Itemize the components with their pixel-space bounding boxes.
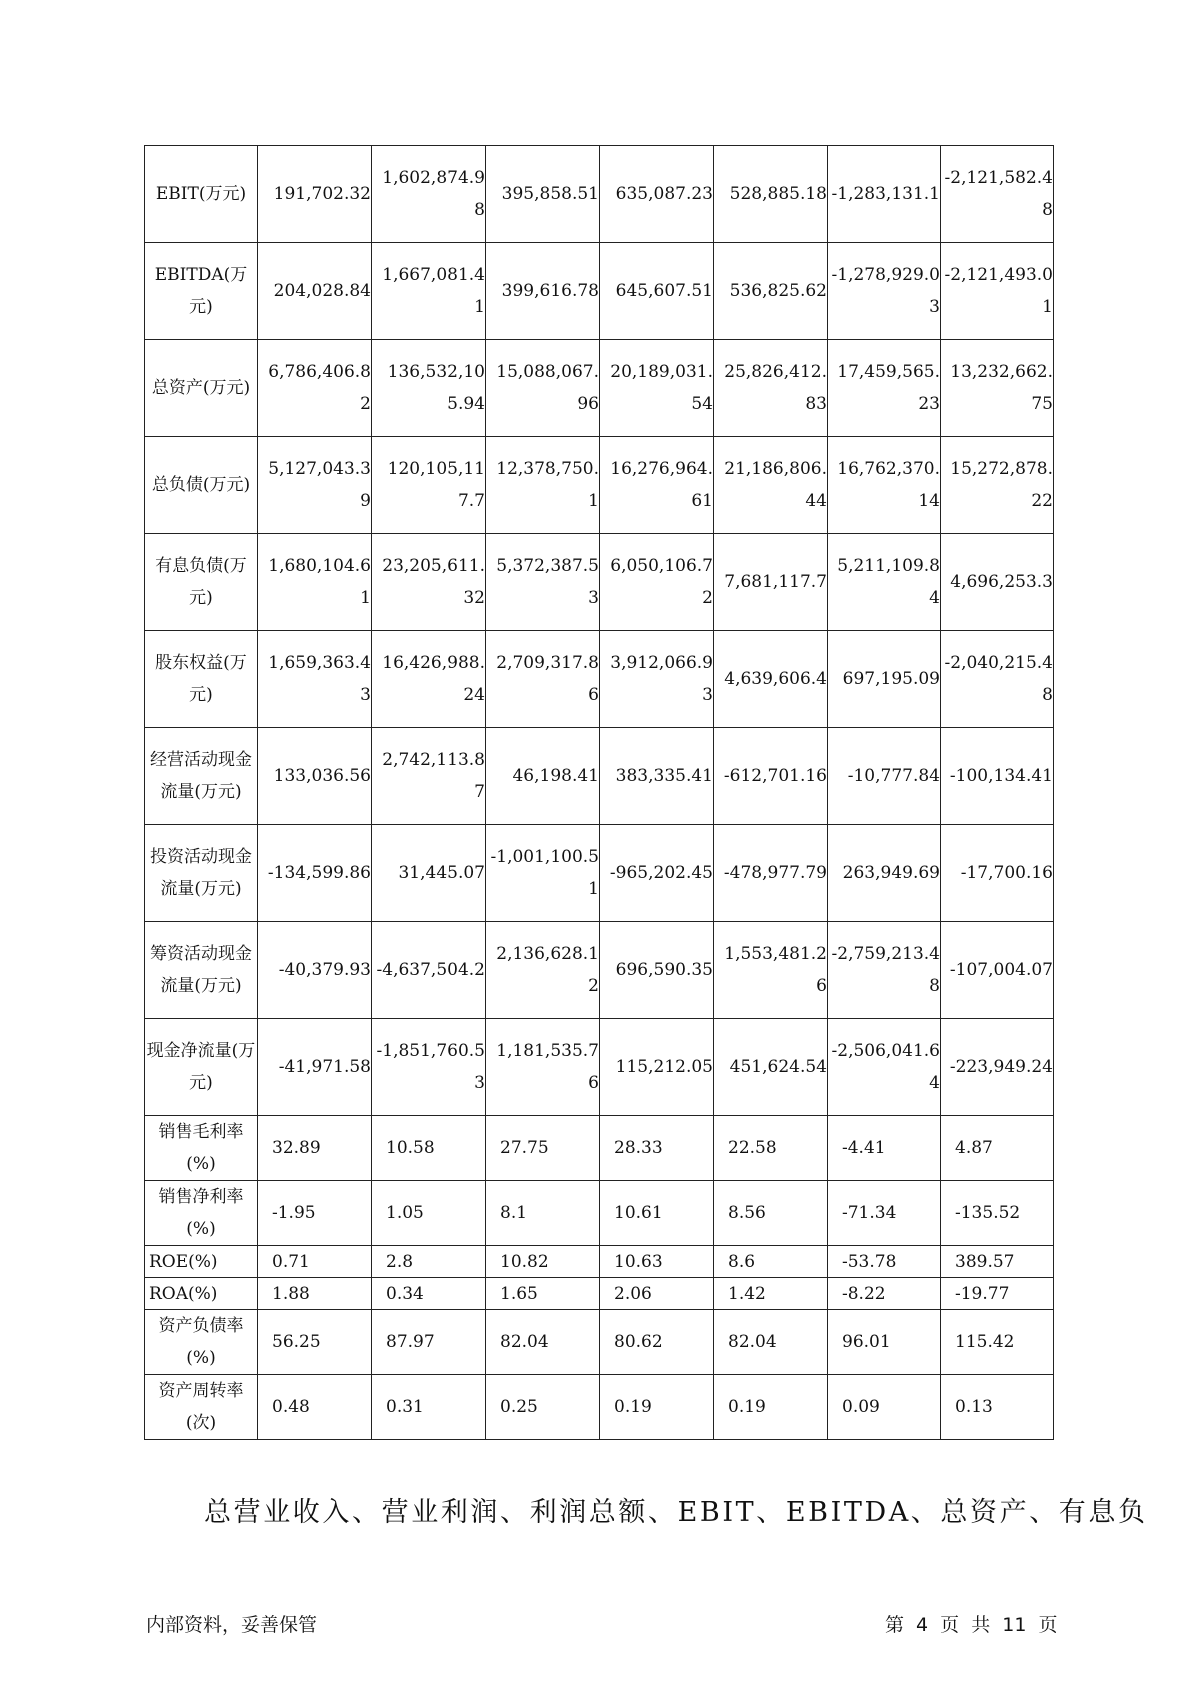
table-cell: -2,040,215.48 bbox=[941, 631, 1054, 728]
table-cell: -1.95 bbox=[258, 1181, 372, 1246]
table-cell: -40,379.93 bbox=[258, 922, 372, 1019]
table-cell: -135.52 bbox=[941, 1181, 1054, 1246]
table-row bbox=[145, 1246, 1054, 1278]
table-cell: -134,599.86 bbox=[258, 825, 372, 922]
table-cell: 4,696,253.3 bbox=[941, 534, 1054, 631]
row-label: 总资产(万元) bbox=[145, 340, 258, 437]
table-cell: 0.71 bbox=[258, 1246, 372, 1278]
row-label: 销售净利率(%) bbox=[145, 1181, 258, 1246]
table-cell: 6,786,406.82 bbox=[258, 340, 372, 437]
table-row bbox=[145, 534, 1054, 631]
table-cell: -1,278,929.03 bbox=[828, 243, 941, 340]
table-cell: 2,709,317.86 bbox=[486, 631, 600, 728]
table-row bbox=[145, 1116, 1054, 1181]
table-cell: 10.82 bbox=[486, 1246, 600, 1278]
table-cell: 12,378,750.1 bbox=[486, 437, 600, 534]
table-cell: 15,272,878.22 bbox=[941, 437, 1054, 534]
row-label: 投资活动现金流量(万元) bbox=[145, 825, 258, 922]
table-cell: -1,851,760.53 bbox=[372, 1019, 486, 1116]
row-label: 经营活动现金流量(万元) bbox=[145, 728, 258, 825]
table-cell: 22.58 bbox=[714, 1116, 828, 1181]
table-row bbox=[145, 728, 1054, 825]
table-cell: 451,624.54 bbox=[714, 1019, 828, 1116]
row-label: 资产周转率(次) bbox=[145, 1375, 258, 1440]
table-cell: 17,459,565.23 bbox=[828, 340, 941, 437]
table-row bbox=[145, 1019, 1054, 1116]
table-cell: 0.19 bbox=[600, 1375, 714, 1440]
table-cell: -53.78 bbox=[828, 1246, 941, 1278]
table-cell: 2,136,628.12 bbox=[486, 922, 600, 1019]
table-cell: -478,977.79 bbox=[714, 825, 828, 922]
table-cell: 15,088,067.96 bbox=[486, 340, 600, 437]
table-row bbox=[145, 631, 1054, 728]
footer-page-number: 第 4 页 共 11 页 bbox=[885, 1614, 1058, 1636]
row-label: ROE(%) bbox=[145, 1246, 258, 1278]
table-row bbox=[145, 1181, 1054, 1246]
table-cell: 2.8 bbox=[372, 1246, 486, 1278]
table-cell: -1,001,100.51 bbox=[486, 825, 600, 922]
row-label: 销售毛利率(%) bbox=[145, 1116, 258, 1181]
table-cell: 1,659,363.43 bbox=[258, 631, 372, 728]
table-cell: -223,949.24 bbox=[941, 1019, 1054, 1116]
table-cell: 133,036.56 bbox=[258, 728, 372, 825]
table-cell: 80.62 bbox=[600, 1310, 714, 1375]
table-cell: 46,198.41 bbox=[486, 728, 600, 825]
table-cell: 13,232,662.75 bbox=[941, 340, 1054, 437]
table-cell: -8.22 bbox=[828, 1278, 941, 1310]
table-cell: 7,681,117.7 bbox=[714, 534, 828, 631]
table-cell: 16,762,370.14 bbox=[828, 437, 941, 534]
table-cell: 2.06 bbox=[600, 1278, 714, 1310]
row-label: 股东权益(万元) bbox=[145, 631, 258, 728]
table-cell: 395,858.51 bbox=[486, 146, 600, 243]
table-cell: 1,680,104.61 bbox=[258, 534, 372, 631]
row-label: 总负债(万元) bbox=[145, 437, 258, 534]
row-label: EBIT(万元) bbox=[145, 146, 258, 243]
table-cell: 87.97 bbox=[372, 1310, 486, 1375]
table-cell: 96.01 bbox=[828, 1310, 941, 1375]
table-cell: 399,616.78 bbox=[486, 243, 600, 340]
table-cell: -965,202.45 bbox=[600, 825, 714, 922]
table-cell: 20,189,031.54 bbox=[600, 340, 714, 437]
table-row bbox=[145, 1278, 1054, 1310]
table-cell: 8.1 bbox=[486, 1181, 600, 1246]
table-cell: 1.88 bbox=[258, 1278, 372, 1310]
table-cell: 2,742,113.87 bbox=[372, 728, 486, 825]
table-cell: 82.04 bbox=[486, 1310, 600, 1375]
row-label: 有息负债(万元) bbox=[145, 534, 258, 631]
table-cell: 4,639,606.4 bbox=[714, 631, 828, 728]
table-row bbox=[145, 1310, 1054, 1375]
table-cell: 263,949.69 bbox=[828, 825, 941, 922]
table-row bbox=[145, 146, 1054, 243]
table-cell: -612,701.16 bbox=[714, 728, 828, 825]
table-cell: 32.89 bbox=[258, 1116, 372, 1181]
table-cell: -1,283,131.1 bbox=[828, 146, 941, 243]
table-cell: -100,134.41 bbox=[941, 728, 1054, 825]
table-cell: 10.58 bbox=[372, 1116, 486, 1181]
table-cell: 115.42 bbox=[941, 1310, 1054, 1375]
table-cell: 191,702.32 bbox=[258, 146, 372, 243]
table-cell: 25,826,412.83 bbox=[714, 340, 828, 437]
table-cell: -2,121,582.48 bbox=[941, 146, 1054, 243]
table-cell: -17,700.16 bbox=[941, 825, 1054, 922]
table-cell: -41,971.58 bbox=[258, 1019, 372, 1116]
row-label: EBITDA(万元) bbox=[145, 243, 258, 340]
table-cell: 3,912,066.93 bbox=[600, 631, 714, 728]
table-cell: 204,028.84 bbox=[258, 243, 372, 340]
table-cell: 31,445.07 bbox=[372, 825, 486, 922]
table-cell: 389.57 bbox=[941, 1246, 1054, 1278]
table-cell: 23,205,611.32 bbox=[372, 534, 486, 631]
table-cell: 1,181,535.76 bbox=[486, 1019, 600, 1116]
table-cell: 5,127,043.39 bbox=[258, 437, 372, 534]
table-cell: -2,759,213.48 bbox=[828, 922, 941, 1019]
table-cell: 1,667,081.41 bbox=[372, 243, 486, 340]
table-cell: 10.63 bbox=[600, 1246, 714, 1278]
table-row bbox=[145, 825, 1054, 922]
table-cell: 697,195.09 bbox=[828, 631, 941, 728]
table-cell: 6,050,106.72 bbox=[600, 534, 714, 631]
row-label: 筹资活动现金流量(万元) bbox=[145, 922, 258, 1019]
table-cell: 28.33 bbox=[600, 1116, 714, 1181]
table-cell: 383,335.41 bbox=[600, 728, 714, 825]
table-cell: 5,372,387.53 bbox=[486, 534, 600, 631]
table-cell: -2,506,041.64 bbox=[828, 1019, 941, 1116]
financial-metrics-table bbox=[144, 145, 1054, 1440]
table-cell: 0.09 bbox=[828, 1375, 941, 1440]
table-cell: 16,276,964.61 bbox=[600, 437, 714, 534]
table-cell: 21,186,806.44 bbox=[714, 437, 828, 534]
table-cell: 0.13 bbox=[941, 1375, 1054, 1440]
table-cell: 5,211,109.84 bbox=[828, 534, 941, 631]
table-cell: 0.31 bbox=[372, 1375, 486, 1440]
table-cell: 27.75 bbox=[486, 1116, 600, 1181]
table-cell: 0.34 bbox=[372, 1278, 486, 1310]
table-cell: 1.42 bbox=[714, 1278, 828, 1310]
table-cell: 56.25 bbox=[258, 1310, 372, 1375]
table-cell: 645,607.51 bbox=[600, 243, 714, 340]
table-cell: 10.61 bbox=[600, 1181, 714, 1246]
table-row bbox=[145, 1375, 1054, 1440]
footer-confidential-note: 内部资料，妥善保管 bbox=[146, 1614, 318, 1636]
table-cell: 82.04 bbox=[714, 1310, 828, 1375]
row-label: ROA(%) bbox=[145, 1278, 258, 1310]
table-cell: 8.56 bbox=[714, 1181, 828, 1246]
table-cell: -19.77 bbox=[941, 1278, 1054, 1310]
table-cell: 120,105,117.7 bbox=[372, 437, 486, 534]
table-cell: 136,532,105.94 bbox=[372, 340, 486, 437]
table-row bbox=[145, 243, 1054, 340]
table-row bbox=[145, 922, 1054, 1019]
table-cell: 1.05 bbox=[372, 1181, 486, 1246]
table-cell: 1,553,481.26 bbox=[714, 922, 828, 1019]
table-cell: 4.87 bbox=[941, 1116, 1054, 1181]
table-cell: -2,121,493.01 bbox=[941, 243, 1054, 340]
row-label: 资产负债率(%) bbox=[145, 1310, 258, 1375]
table-cell: 528,885.18 bbox=[714, 146, 828, 243]
table-cell: -107,004.07 bbox=[941, 922, 1054, 1019]
row-label: 现金净流量(万元) bbox=[145, 1019, 258, 1116]
table-cell: -4.41 bbox=[828, 1116, 941, 1181]
table-cell: 115,212.05 bbox=[600, 1019, 714, 1116]
table-cell: 0.19 bbox=[714, 1375, 828, 1440]
table-cell: 1.65 bbox=[486, 1278, 600, 1310]
table-cell: 0.25 bbox=[486, 1375, 600, 1440]
table-cell: 635,087.23 bbox=[600, 146, 714, 243]
table-cell: 536,825.62 bbox=[714, 243, 828, 340]
table-cell: -10,777.84 bbox=[828, 728, 941, 825]
table-cell: -4,637,504.2 bbox=[372, 922, 486, 1019]
table-cell: -71.34 bbox=[828, 1181, 941, 1246]
table-row bbox=[145, 437, 1054, 534]
table-cell: 696,590.35 bbox=[600, 922, 714, 1019]
table-cell: 0.48 bbox=[258, 1375, 372, 1440]
table-cell: 8.6 bbox=[714, 1246, 828, 1278]
body-paragraph: 总营业收入、营业利润、利润总额、EBIT、EBITDA、总资产、有息负 bbox=[204, 1497, 1148, 1528]
table-cell: 1,602,874.98 bbox=[372, 146, 486, 243]
table-cell: 16,426,988.24 bbox=[372, 631, 486, 728]
table-row bbox=[145, 340, 1054, 437]
